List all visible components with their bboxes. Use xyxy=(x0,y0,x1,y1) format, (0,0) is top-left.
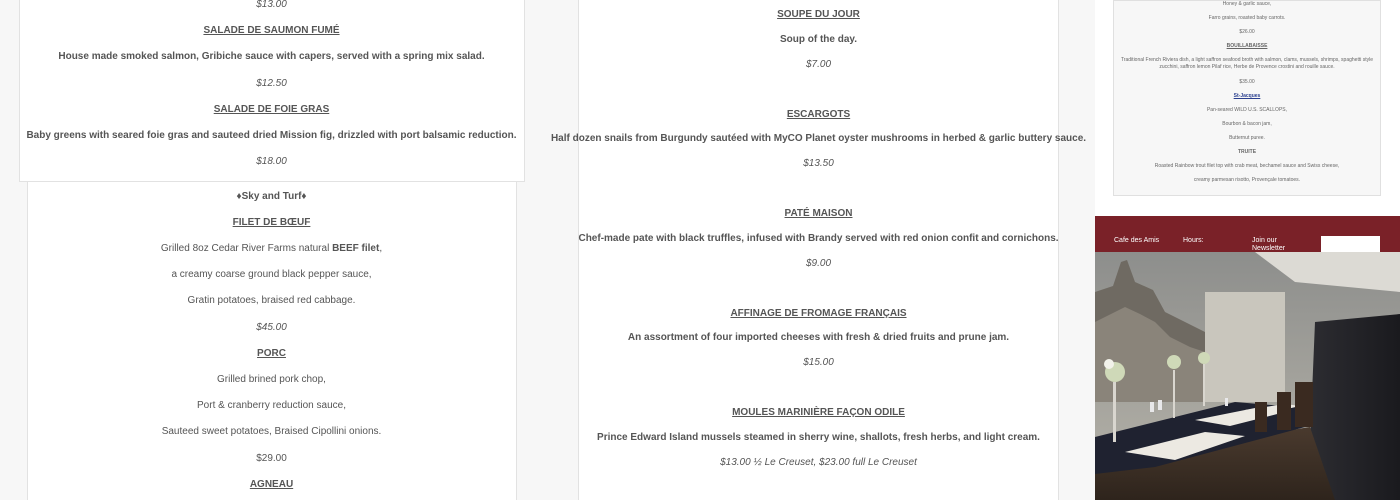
dish-title-soupe: SOUPE DU JOUR xyxy=(777,9,860,20)
dish-description: Soup of the day. xyxy=(779,34,858,45)
thumb-line: creamy parmesan risotto, Provençale tomatoes. xyxy=(1193,177,1301,183)
dish-title-porc: PORC xyxy=(257,348,286,359)
section-title: ♦Sky and Turf♦ xyxy=(236,191,307,202)
dish-description: Sauteed sweet potatoes, Braised Cipollini onions. xyxy=(161,426,382,437)
dish-description: Grilled 8oz Cedar River Farms natural BEEF filet, xyxy=(160,243,383,254)
menu-pane-left xyxy=(0,0,545,500)
thumb-line: TRUITE xyxy=(1237,149,1257,155)
restaurant-interior-photo xyxy=(1095,252,1400,500)
dish-description: Half dozen snails from Burgundy sautéed with MyCO Planet oyster mushrooms in herbed & garlic buttery sauce. xyxy=(550,133,1087,144)
dish-title-agneau: AGNEAU xyxy=(249,479,294,490)
dish-price: $9.00 xyxy=(805,258,832,269)
menu-card-appetizers xyxy=(578,0,1059,500)
thumb-line: Butternut puree. xyxy=(1229,135,1265,141)
thumb-line: $35.00 xyxy=(1239,79,1255,85)
dish-price: $18.00 xyxy=(256,156,287,167)
thumb-line: St-Jacques xyxy=(1233,93,1261,99)
thumb-line: Bourbon & bacon jam, xyxy=(1222,121,1272,127)
dish-description: Chef-made pate with black truffles, infused with Brandy served with red onion confit and cornichons. xyxy=(578,233,1059,244)
dish-description: Prince Edward Island mussels steamed in sherry wine, shallots, fresh herbs, and light cream. xyxy=(597,432,1040,443)
dish-description: Grilled brined pork chop, xyxy=(217,374,326,385)
dish-title-moules: MOULES MARINIÈRE FAÇON ODILE xyxy=(732,407,905,418)
dish-description: An assortment of four imported cheeses with fresh & dried fruits and prune jam. xyxy=(627,332,1010,343)
dish-title-salade-saumon: SALADE DE SAUMON FUMÉ xyxy=(203,25,340,36)
dish-description: Gratin potatoes, braised red cabbage. xyxy=(187,295,356,306)
dish-description: House made smoked salmon, Gribiche sauce with capers, served with a spring mix salad. xyxy=(58,51,485,62)
dish-description: Port & cranberry reduction sauce, xyxy=(197,400,346,411)
thumb-line: Pan-seared WILD U.S. SCALLOPS, xyxy=(1206,107,1288,113)
newsletter-email-input[interactable] xyxy=(1321,236,1380,252)
dish-title-escargots: ESCARGOTS xyxy=(786,109,851,120)
newsletter-label: Newsletter xyxy=(1252,245,1286,252)
thumb-line: Traditional French Riviera dish, a light saffron seafood broth with salmon, clams, mussels, shrimps, spaghetti style xyxy=(1120,57,1374,63)
dish-title-salade-foie-gras: SALADE DE FOIE GRAS xyxy=(213,104,330,115)
dish-title-filet-de-boeuf: FILET DE BŒUF xyxy=(232,217,311,228)
newsletter-label: Join our xyxy=(1252,237,1277,244)
thumb-line: $26.00 xyxy=(1239,29,1255,35)
dish-price: $12.50 xyxy=(256,78,287,89)
menu-pane-appetizers xyxy=(545,0,1095,500)
footer-hours-label: Hours: xyxy=(1183,237,1204,244)
menu-thumbnail xyxy=(1113,0,1381,196)
website-preview-pane xyxy=(1095,0,1400,500)
dish-title-pate-maison: PATÉ MAISON xyxy=(784,208,853,219)
footer-brand[interactable]: Cafe des Amis xyxy=(1114,237,1160,244)
thumb-line: BOUILLABAISSE xyxy=(1226,43,1268,49)
dish-price: $29.00 xyxy=(256,453,287,464)
dish-description: a creamy coarse ground black pepper sauce, xyxy=(171,269,372,280)
thumb-line: zucchini, saffron lemon Pilaf rice, Herbe de Provence crostini and rouille sauce. xyxy=(1159,64,1335,70)
site-footer xyxy=(1095,216,1400,252)
dish-price: $13.50 xyxy=(803,158,834,169)
dish-title-fromage: AFFINAGE DE FROMAGE FRANÇAIS xyxy=(730,308,907,319)
dish-price: $45.00 xyxy=(256,322,287,333)
photo-svg xyxy=(1095,252,1400,500)
thumb-line: Roasted Rainbow trout filet top with crab meat, bechamel sauce and Swiss cheese, xyxy=(1154,163,1340,169)
dish-price: $7.00 xyxy=(805,59,832,70)
dish-description: Baby greens with seared foie gras and sauteed dried Mission fig, drizzled with port balsamic reduction. xyxy=(26,130,517,141)
dish-price: $13.00 ½ Le Creuset, $23.00 full Le Creuset xyxy=(720,457,917,468)
thumb-line: Honey & garlic sauce, xyxy=(1222,1,1272,7)
thumb-line: Farro grains, roasted baby carrots. xyxy=(1208,15,1286,21)
price: $13.00 xyxy=(256,0,287,10)
dish-price: $15.00 xyxy=(803,357,834,368)
